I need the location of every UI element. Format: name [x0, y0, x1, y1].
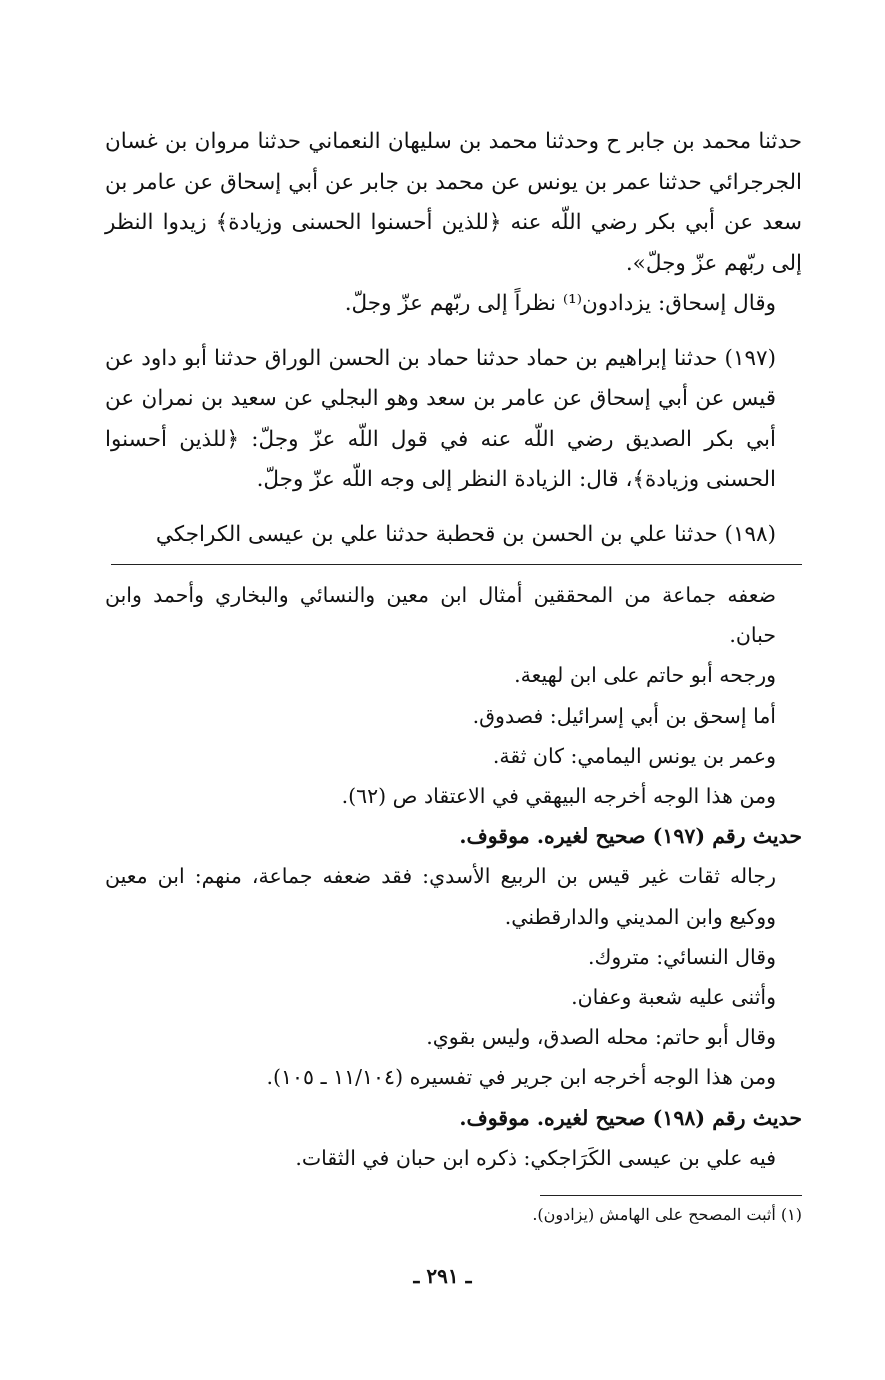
- hadith-198-grade: حديث رقم (١٩٨) صحيح لغيره. موقوف.: [459, 1105, 802, 1130]
- paragraph-ishaq-saying: وقال إسحاق: يزدادون⁽¹⁾ نظراً إلى ربّهم عزّ وجلّ.: [344, 291, 776, 316]
- commentary-section: [105, 575, 802, 1178]
- commentary-line: وقال النسائي: متروك.: [587, 944, 776, 969]
- commentary-line: ضعفه جماعة من المحققين أمثال ابن معين والنسائي والبخاري وأحمد وابن حبان.: [105, 583, 776, 648]
- page-number: ـ ٢٩١ ـ: [413, 1264, 472, 1288]
- separator-line: [111, 564, 802, 565]
- commentary-line: ومن هذا الوجه أخرجه البيهقي في الاعتقاد ص (٦٢).: [341, 784, 776, 809]
- commentary-line: ومن هذا الوجه أخرجه ابن جرير في تفسيره (١١/١٠٤ ـ ١٠٥).: [266, 1065, 776, 1090]
- commentary-line: فيه علي بن عيسى الكَرَاجكي: ذكره ابن حبان في الثقات.: [295, 1145, 776, 1170]
- footnote-separator: [540, 1195, 802, 1196]
- commentary-line: ورجحه أبو حاتم على ابن لهيعة.: [514, 663, 776, 688]
- commentary-line: رجاله ثقات غير قيس بن الربيع الأسدي: فقد ضعفه جماعة، منهم: ابن معين ووكيع وابن المديني والدارقطني.: [105, 864, 776, 929]
- commentary-line: أما إسحق بن أبي إسرائيل: فصدوق.: [472, 703, 776, 728]
- commentary-line: وقال أبو حاتم: محله الصدق، وليس بقوي.: [426, 1025, 776, 1050]
- footnote: (١) أثبت المصحح على الهامش (يزادون).: [532, 1205, 802, 1224]
- commentary-line: وعمر بن يونس اليمامي: كان ثقة.: [492, 743, 776, 768]
- hadith-198: (١٩٨) حدثنا علي بن الحسن بن قحطبة حدثنا علي بن عيسى الكراجكي: [155, 521, 776, 547]
- hadith-197: (١٩٧) حدثنا إبراهيم بن حماد حدثنا حماد بن الحسن الوراق حدثنا أبو داود عن قيس عن أبي إسحاق عن عامر بن سعد وهو البجلي عن سعيد بن نمران عن أبي بكر الصديق رضي اللّه عنه في قول اللّه عزّ وجلّ: ﴿للذين أحسنوا الحسنى وزيادة﴾، قال: الزيادة النظر إلى وجه اللّه عزّ وجلّ.: [105, 345, 776, 492]
- commentary-line: وأثنى عليه شعبة وعفان.: [571, 985, 776, 1010]
- hadith-197-grade: حديث رقم (١٩٧) صحيح لغيره. موقوف.: [459, 824, 802, 849]
- paragraph-196-continuation: حدثنا محمد بن جابر ح وحدثنا محمد بن سليهان النعماني حدثنا مروان بن غسان الجرجرائي حدثنا عمر بن يونس عن محمد بن جابر عن أبي إسحاق عن عامر بن سعد عن أبي بكر رضي اللّه عنه ﴿للذين أحسنوا الحسنى وزيادة﴾ زيدوا النظر إلى ربّهم عزّ وجلّ».: [105, 129, 802, 276]
- main-text: [105, 122, 802, 555]
